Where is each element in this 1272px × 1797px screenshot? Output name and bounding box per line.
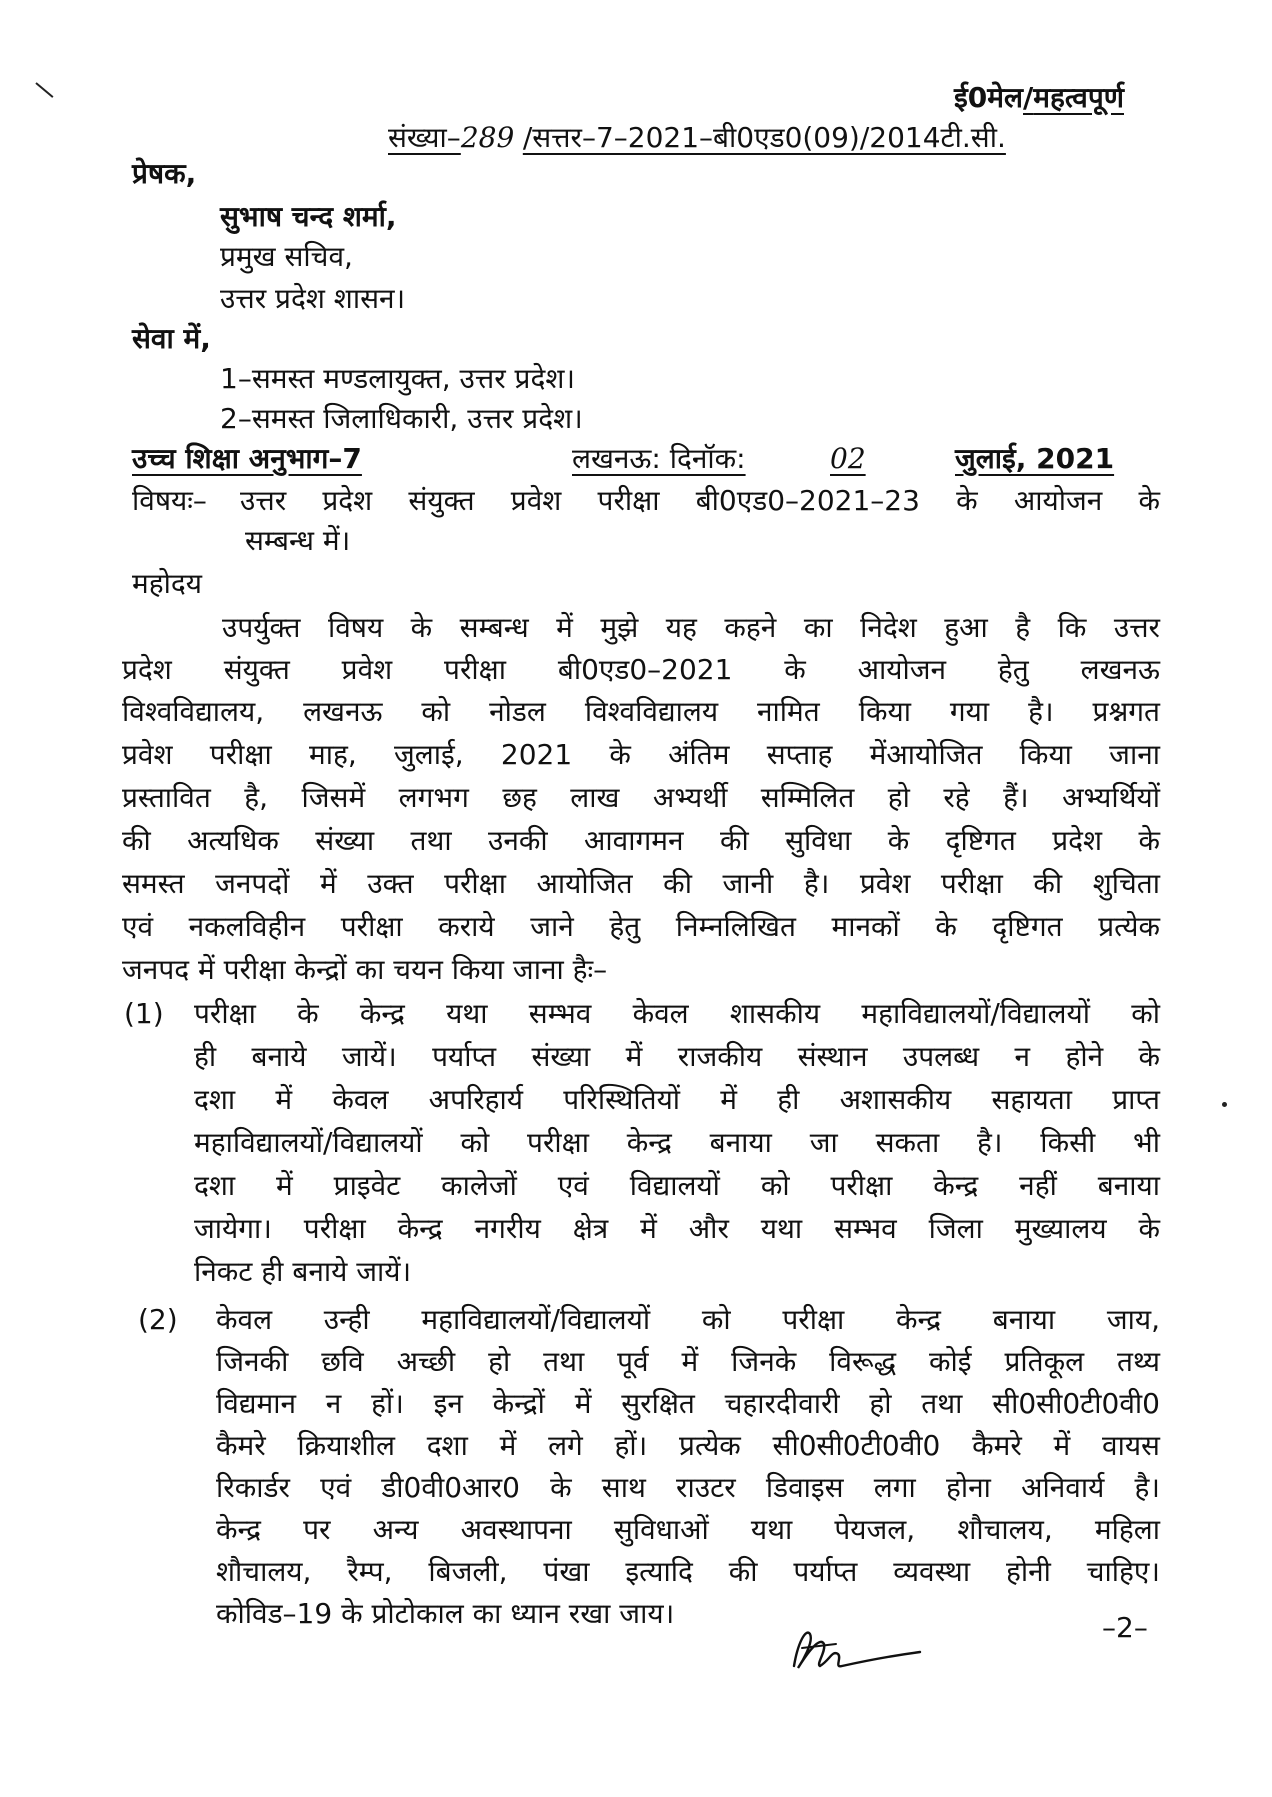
point-line: महाविद्यालयों/विद्यालयों को परीक्षा केन्द्र बनाया जा सकता है। किसी भी <box>194 1126 1160 1159</box>
subject-line: उत्तर प्रदेश संयुक्त प्रवेश परीक्षा बी0एड0–2021–23 के आयोजन के <box>240 484 1160 517</box>
priority-label: महत्वपूर्ण <box>1033 81 1124 114</box>
body-line: जनपद में परीक्षा केन्द्रों का चयन किया जाना हैः– <box>122 953 608 986</box>
stray-pen-mark <box>35 82 53 98</box>
point-line: दशा में केवल अपरिहार्य परिस्थितियों में ही अशासकीय सहायता प्राप्त <box>194 1083 1160 1116</box>
handwritten-day: 02 <box>830 442 866 475</box>
point-line: जिनकी छवि अच्छी हो तथा पूर्व में जिनके विरूद्ध कोई प्रतिकूल तथ्य <box>216 1345 1160 1378</box>
point-line: कोविड–19 के प्रोटोकाल का ध्यान रखा जाय। <box>216 1597 675 1630</box>
body-line: प्रस्तावित है, जिसमें लगभग छह लाख अभ्यर्थी सम्मिलित हो रहे हैं। अभ्यर्थियों <box>122 781 1160 814</box>
point-line: दशा में प्राइवेट कालेजों एवं विद्यालयों को परीक्षा केन्द्र नहीं बनाया <box>194 1169 1160 1202</box>
recipient-item: 2–समस्त जिलाधिकारी, उत्तर प्रदेश। <box>220 402 583 435</box>
email-label: ई0मेल <box>954 81 1024 114</box>
sender-label: प्रेषक, <box>132 157 197 190</box>
point-line: कैमरे क्रियाशील दशा में लगे हों। प्रत्येक सी0सी0टी0वी0 कैमरे में वायस <box>216 1429 1160 1462</box>
subject-line: सम्बन्ध में। <box>245 524 351 557</box>
place-date-label: लखनऊ: दिनॉक: <box>572 442 746 475</box>
signature <box>780 1622 930 1682</box>
sender-office: उत्तर प्रदेश शासन। <box>220 282 406 315</box>
recipient-item: 1–समस्त मण्डलायुक्त, उत्तर प्रदेश। <box>220 362 576 395</box>
point-line: निकट ही बनाये जायें। <box>194 1255 412 1288</box>
recipients-label: सेवा में, <box>132 322 211 355</box>
point-number: (1) <box>124 997 164 1030</box>
point-line: विद्यमान न हों। इन केन्द्रों में सुरक्षित चहारदीवारी हो तथा सी0सी0टी0वी0 <box>216 1387 1160 1420</box>
point-line: केन्द्र पर अन्य अवस्थापना सुविधाओं यथा पेयजल, शौचालय, महिला <box>216 1513 1160 1546</box>
body-line: उपर्युक्त विषय के सम्बन्ध में मुझे यह कहने का निदेश हुआ है कि उत्तर <box>222 611 1160 644</box>
body-line: विश्वविद्यालय, लखनऊ को नोडल विश्वविद्यालय नामित किया गया है। प्रश्नगत <box>122 695 1160 728</box>
handwritten-reference-number: 289 <box>460 121 515 154</box>
point-number: (2) <box>138 1303 178 1336</box>
email-priority-line: ई0मेल/महत्वपूर्ण <box>954 81 1124 114</box>
sender-name: सुभाष चन्द शर्मा, <box>220 200 397 233</box>
salutation: महोदय <box>132 567 202 600</box>
section-name: उच्च शिक्षा अनुभाग–7 <box>132 442 362 475</box>
body-line: की अत्यधिक संख्या तथा उनकी आवागमन की सुविधा के दृष्टिगत प्रदेश के <box>122 824 1160 857</box>
month-year: जुलाई, 2021 <box>955 442 1115 475</box>
point-line: परीक्षा के केन्द्र यथा सम्भव केवल शासकीय महाविद्यालयों/विद्यालयों को <box>194 997 1160 1030</box>
page-continuation: –2– <box>1102 1611 1148 1644</box>
point-line: रिकार्डर एवं डी0वी0आर0 के साथ राउटर डिवाइस लगा होना अनिवार्य है। <box>216 1471 1160 1504</box>
stray-dot <box>1222 1102 1227 1107</box>
sender-designation: प्रमुख सचिव, <box>220 240 353 273</box>
point-line: शौचालय, रैम्प, बिजली, पंखा इत्यादि की पर्याप्त व्यवस्था होनी चाहिए। <box>216 1555 1160 1588</box>
body-line: समस्त जनपदों में उक्त परीक्षा आयोजित की जानी है। प्रवेश परीक्षा की शुचिता <box>122 867 1160 900</box>
point-line: ही बनाये जायें। पर्याप्त संख्या में राजकीय संस्थान उपलब्ध न होने के <box>194 1040 1160 1073</box>
body-line: प्रदेश संयुक्त प्रवेश परीक्षा बी0एड0–2021 के आयोजन हेतु लखनऊ <box>122 653 1160 686</box>
point-line: केवल उन्ही महाविद्यालयों/विद्यालयों को परीक्षा केन्द्र बनाया जाय, <box>216 1303 1160 1336</box>
body-line: प्रवेश परीक्षा माह, जुलाई, 2021 के अंतिम सप्ताह मेंआयोजित किया जाना <box>122 738 1160 771</box>
body-line: एवं नकलविहीन परीक्षा कराये जाने हेतु निम्नलिखित मानकों के दृष्टिगत प्रत्येक <box>122 910 1160 943</box>
subject-label: विषयः– <box>132 484 207 517</box>
reference-number: संख्या–289 /सत्तर–7–2021–बी0एड0(09)/2014टी.सी. <box>388 121 1006 154</box>
point-line: जायेगा। परीक्षा केन्द्र नगरीय क्षेत्र में और यथा सम्भव जिला मुख्यालय के <box>194 1212 1160 1245</box>
